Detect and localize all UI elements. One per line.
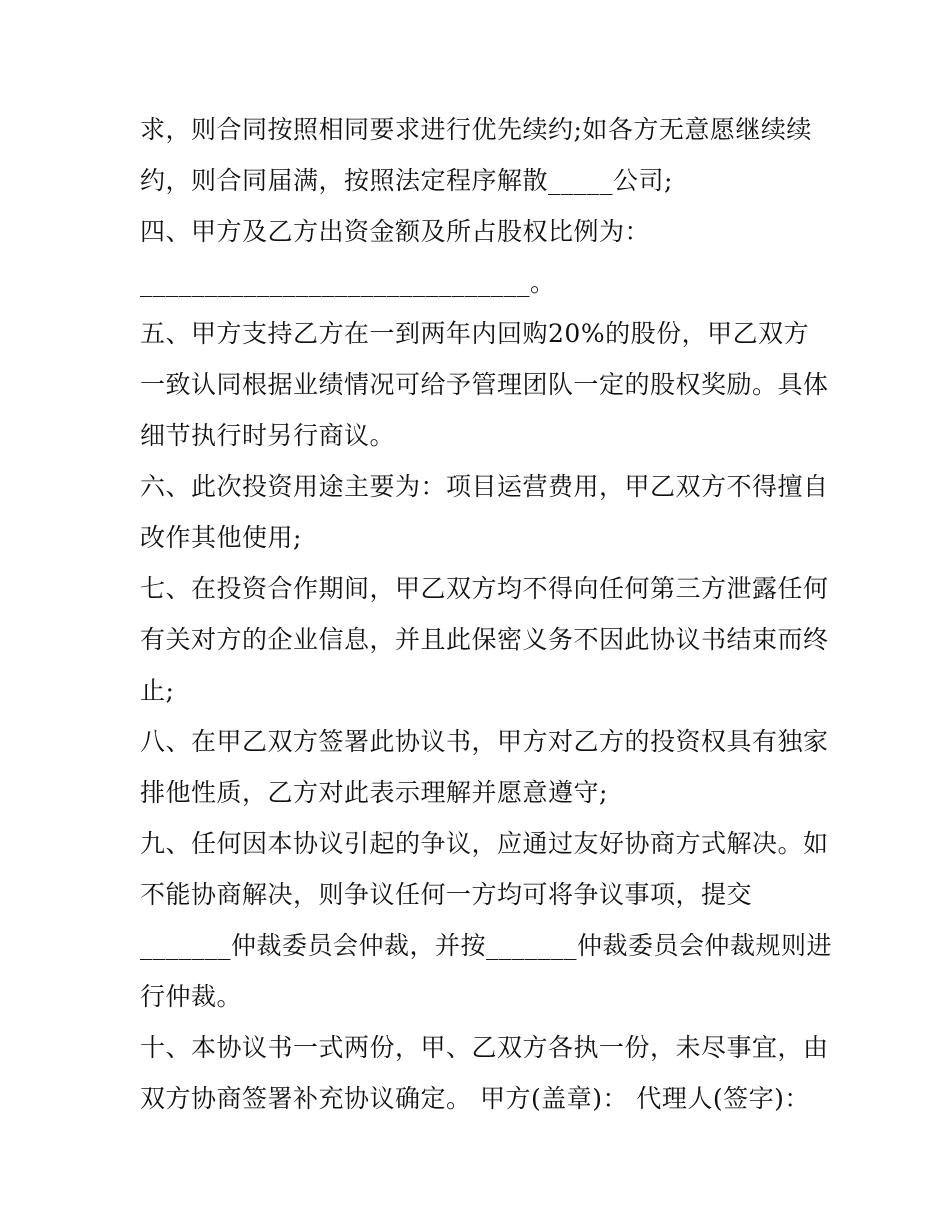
text-line: 六、此次投资用途主要为：项目运营费用，甲乙双方不得擅自 [140, 472, 829, 501]
text-line: 有关对方的企业信息，并且此保密义务不因此协议书结束而终 [140, 625, 829, 654]
text-line: 九、任何因本协议引起的争议，应通过友好协商方式解决。如 [140, 829, 829, 858]
text-line: 八、在甲乙双方签署此协议书，甲方对乙方的投资权具有独家 [140, 727, 829, 756]
text-line: 求，则合同按照相同要求进行优先续约;如各方无意愿继续续 [140, 115, 812, 144]
text-line: 约，则合同届满，按照法定程序解散_____公司; [140, 166, 673, 195]
text-line: 排他性质，乙方对此表示理解并愿意遵守; [140, 778, 608, 807]
text-line: 七、在投资合作期间，甲乙双方均不得向任何第三方泄露任何 [140, 574, 829, 603]
text-line: 行仲裁。 [140, 982, 243, 1011]
text-line: 五、甲方支持乙方在一到两年内回购20%的股份，甲乙双方 [140, 319, 810, 348]
text-line: 双方协商签署补充协议确定。 甲方(盖章)： 代理人(签字)： [140, 1084, 810, 1113]
text-line: 止; [140, 676, 175, 705]
text-line: 改作其他使用; [140, 523, 302, 552]
text-line: 十、本协议书一式两份，甲、乙双方各执一份，未尽事宜，由 [140, 1033, 829, 1062]
text-line: 不能协商解决，则争议任何一方均可将争议事项，提交 [140, 880, 753, 909]
text-line: _______仲裁委员会仲裁，并按_______仲裁委员会仲裁规则进 [140, 931, 833, 960]
text-line: 四、甲方及乙方出资金额及所占股权比例为： [140, 217, 651, 246]
text-line: ______________________________。 [140, 268, 556, 297]
text-line: 一致认同根据业绩情况可给予管理团队一定的股权奖励。具体 [140, 370, 829, 399]
text-line: 细节执行时另行商议。 [140, 421, 396, 450]
